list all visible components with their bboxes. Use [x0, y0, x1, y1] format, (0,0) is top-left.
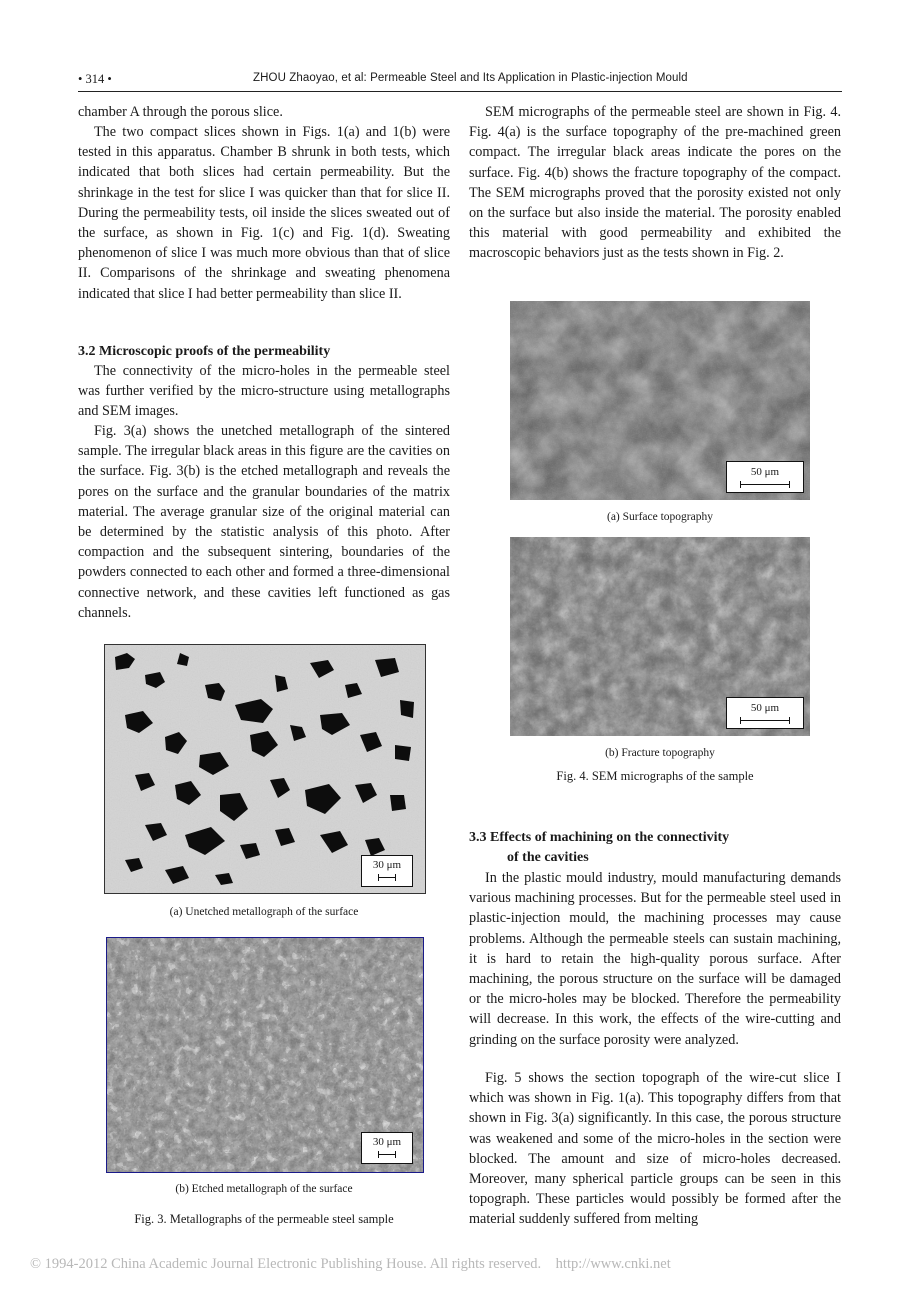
fig3a-scale-bar — [361, 855, 413, 887]
page-number: • 314 • — [78, 72, 112, 86]
left-paragraph-4: Fig. 3(a) shows the unetched metallograph of the sintered sample. The irregular black areas in this figure are the cavities on the surface. Fig. 3(b) is the etched metallograph and reveals the pores on the surface and the granular boundaries of the matrix material. The average granular size of the original material can be determined by the statistic analysis of this photo. After compaction and the subsequent sintering, boundaries of the powders connected to each other and formed a three-dimensional connective network, and these cavities left functioned as gas channels. — [78, 423, 450, 621]
fig4b-sem-fracture — [510, 537, 810, 736]
section-heading-3-3 — [469, 828, 841, 868]
fig4b-scale-line — [741, 720, 789, 721]
fig4b-scale-bar — [726, 697, 804, 729]
section-heading-3-3-line2: of the cavities — [507, 850, 589, 865]
fig4b-scale-label: 50 μm — [750, 702, 780, 714]
running-title: ZHOU Zhaoyao, et al: Permeable Steel and Its Application in Plastic-injection Mould — [253, 72, 688, 84]
fig4a-caption: (a) Surface topography — [606, 511, 713, 523]
fig4a-scale-line — [741, 484, 789, 485]
fig4a-scale-bar — [726, 461, 804, 493]
right-paragraph-2: In the plastic mould industry, mould manufacturing demands various machining processes. But for the permeable steel used in plastic-injection mould, the machining processes may cause problems. Although the permeable steels can sustain machining, it is hard to retain the high-quality porous surface. After machining, the porous structure on the surface will be damaged or the micro-holes may be blocked. Therefore the permeability will decrease. In this work, the effects of the wire-cutting and grinding on the surface porosity were analyzed. — [469, 870, 841, 1048]
fig3b-scale-line — [379, 1154, 395, 1155]
left-paragraph-1: chamber A through the porous slice. — [78, 104, 283, 120]
section-heading-3-2: 3.2 Microscopic proofs of the permeability — [78, 344, 331, 359]
fig3a-caption: (a) Unetched metallograph of the surface — [169, 906, 359, 918]
fig4a-sem-surface — [510, 301, 810, 500]
fig3a-scale-label: 30 μm — [372, 859, 402, 871]
fig3b-caption: (b) Etched metallograph of the surface — [175, 1183, 353, 1195]
right-paragraph-1: SEM micrographs of the permeable steel are shown in Fig. 4. Fig. 4(a) is the surface topography of the pre-machined green compact. The irregular black areas indicate the pores on the surface. Fig. 4(b) shows the fracture topography of the compact. The SEM micrographs proved that the porosity existed not only on the surface but also inside the material. The porosity enabled this material with good permeability and exhibited the macroscopic behaviors just as the tests shown in Fig. 2. — [469, 104, 841, 262]
left-paragraph-3: The connectivity of the micro-holes in the permeable steel was further verified by the micro-structure using metallographs and SEM images. — [78, 363, 450, 420]
right-paragraph-3: Fig. 5 shows the section topograph of the wire-cut slice I which was shown in Fig. 1(a). This topography differs from that shown in Fig. 3(a) significantly. In this case, the porous structure was weakened and some of the micro-holes in the section were blocked. The amount and size of micro-holes decreased. Moreover, many spherical particle groups can be seen in this topograph. These particles would possibly be formed after the material suddenly suffered from melting — [469, 1070, 841, 1228]
fig3-caption: Fig. 3. Metallographs of the permeable steel sample — [134, 1212, 394, 1226]
left-paragraph-2: The two compact slices shown in Figs. 1(a) and 1(b) were tested in this apparatus. Chamber B shrunk in both tests, which indicated that both slices had certain permeability. But the shrinkage in the test for slice I was quicker than that for slice II. During the permeability tests, oil inside the slices sweated out of the surface, as shown in Fig. 1(c) and Fig. 1(d). Sweating phenomenon of slice I was much more obvious than that of slice II. Comparisons of the shrinkage and sweating phenomena indicated that slice I had better permeability than slice II. — [78, 124, 450, 302]
fig3b-scale-bar — [361, 1132, 413, 1164]
fig3b-scale-label: 30 μm — [372, 1136, 402, 1148]
copyright-footer: © 1994-2012 China Academic Journal Electronic Publishing House. All rights reserved. http://www.cnki.net — [30, 1256, 671, 1272]
fig3a-unetched-metallograph — [104, 644, 426, 894]
header-rule — [78, 91, 842, 92]
section-heading-3-3-line1: 3.3 Effects of machining on the connectivity — [469, 830, 730, 845]
fig3a-scale-line — [379, 877, 395, 878]
fig4b-caption: (b) Fracture topography — [605, 747, 715, 759]
fig4a-scale-label: 50 μm — [750, 466, 780, 478]
page-header — [78, 72, 842, 90]
fig3b-etched-metallograph — [106, 937, 424, 1173]
fig4-caption: Fig. 4. SEM micrographs of the sample — [556, 769, 754, 783]
